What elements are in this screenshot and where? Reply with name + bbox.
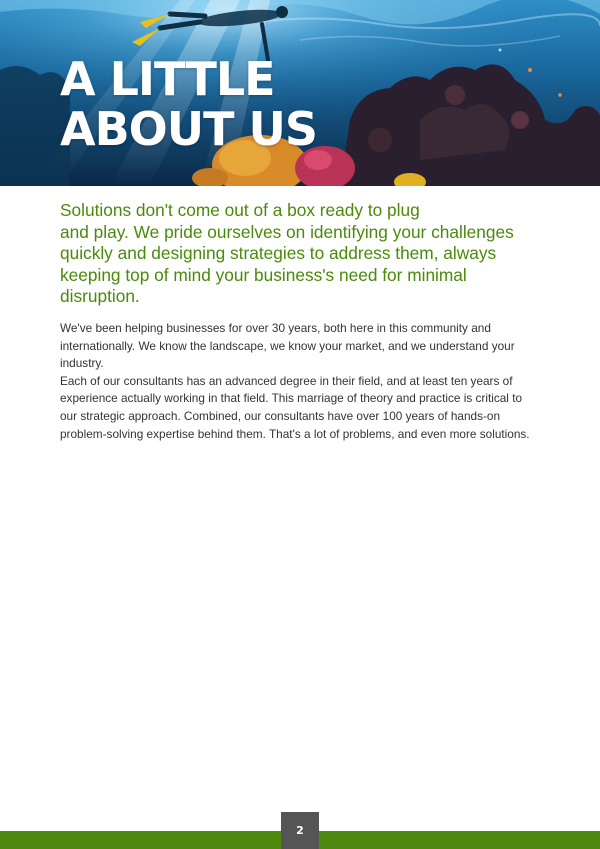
lead-line: Solutions don't come out of a box ready to plug [60,200,420,220]
page-number: 2 [281,812,319,849]
body-line: problem-solving expertise behind them. That's a lot of problems, and even more solutions. [60,426,530,441]
body-line: industry. [60,356,104,371]
lead-line: keeping top of mind your business's need for minimal [60,264,467,285]
body-line: experience actually working in that field. This marriage of theory and practice is critical to [60,391,523,406]
page-title-line-2: ABOUT US [60,102,317,156]
body-line: our strategic approach. Combined, our consultants have over 100 years of hands-on [60,408,501,423]
lead-line: and play. We pride ourselves on identifying your challenges [60,221,514,242]
lead-line: quickly and designing strategies to address them, always [60,243,497,263]
page-title-line-1: A LITTLE [60,52,275,106]
body-line: We've been helping businesses for over 30 years, both here in this community and [60,321,491,335]
page-title [60,54,317,154]
lead-line: disruption. [60,286,140,306]
body-line: Each of our consultants has an advanced degree in their field, and at least ten years of [60,373,513,388]
body-paragraph-2 [60,373,550,443]
body-line: internationally. We know the landscape, we know your market, and we understand your [60,338,515,353]
body-text [60,320,550,443]
hero-banner [0,0,600,186]
body-paragraph-1 [60,320,550,373]
lead-paragraph [60,200,540,308]
